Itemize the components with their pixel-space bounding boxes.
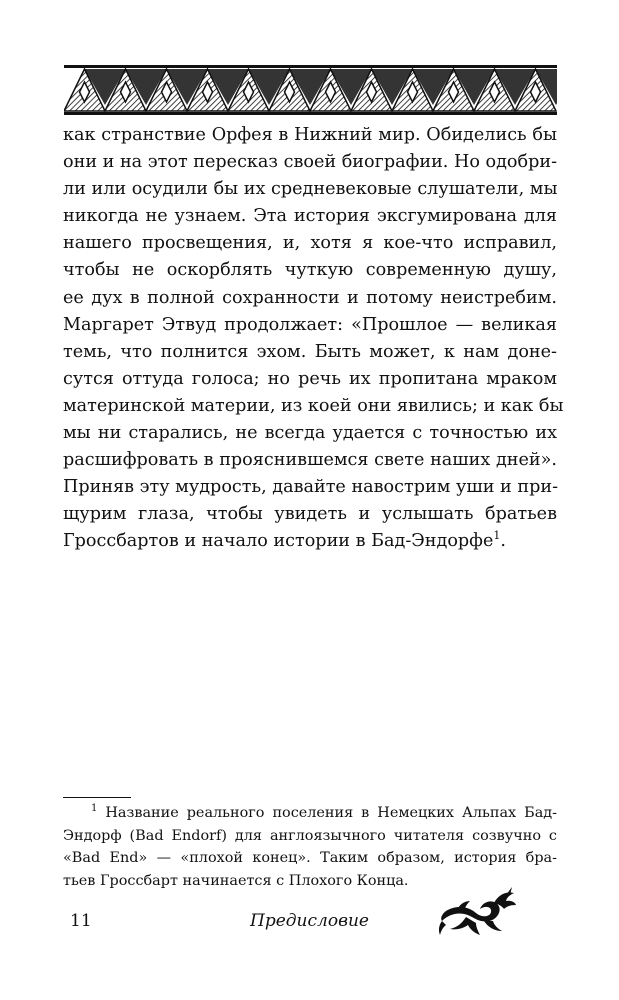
body-text — [63, 122, 564, 556]
footnote-line: «Bad End» — «плохой конец». Таким образом, история бра- — [63, 850, 557, 867]
header-ornament-icon — [64, 65, 557, 115]
footnote-line — [63, 802, 557, 825]
body-line: ее дух в полной сохранности и потому неистребим. — [63, 287, 557, 308]
body-line-last: Гроссбартов и начало истории в Бад-Эндорфе$^1$. — [63, 529, 506, 552]
body-line: мы ни старались, не всегда удается с точностью их — [63, 423, 557, 444]
footnote-reference[interactable]: 1 — [493, 529, 501, 543]
body-line: никогда не узнаем. Эта история эксгумирована для — [63, 206, 557, 227]
footnote-line: Эндорф (Bad Endorf) для англоязычного читателя созвучно с — [63, 827, 557, 844]
body-line: нашего просвещения, и, хотя я кое-что исправил, — [63, 233, 557, 254]
footnote-rule — [63, 797, 131, 798]
body-line: чтобы не оскорблять чуткую современную душу, — [63, 260, 557, 281]
page-number: 11 — [70, 911, 92, 931]
body-line: темь, что полнится эхом. Быть может, к нам доне- — [63, 341, 557, 362]
body-line: они и на этот пересказ своей биографии. Но одобри- — [63, 152, 558, 173]
body-line: сутся оттуда голоса; но речь их пропитана мраком — [63, 368, 557, 389]
footnote-marker: 1 — [91, 803, 98, 815]
dragon-icon — [436, 883, 518, 943]
footnote-line-text: Название реального поселения в Немецких Альпах Бад- — [105, 805, 558, 821]
body-line: материнской материи, из коей они явились; и как бы — [63, 395, 564, 416]
body-line: расшифровать в прояснившемся свете наших дней». — [63, 450, 557, 471]
body-line: ли или осудили бы их средневековые слушатели, мы — [63, 179, 558, 200]
body-line: как странствие Орфея в Нижний мир. Обиделись бы — [63, 125, 557, 145]
body-line: Маргарет Этвуд продолжает: «Прошлое — великая — [63, 314, 557, 335]
footnote — [63, 802, 557, 892]
body-line: щурим глаза, чтобы увидеть и услышать братьев — [63, 504, 557, 525]
body-line-text: Гроссбартов и начало истории в Бад-Эндорфе — [63, 531, 494, 552]
footnote-line: тьев Гроссбарт начинается с Плохого Конца. — [63, 872, 409, 889]
running-head: Предисловие — [250, 911, 369, 931]
body-line: Приняв эту мудрость, давайте навострим уши и при- — [63, 477, 559, 498]
